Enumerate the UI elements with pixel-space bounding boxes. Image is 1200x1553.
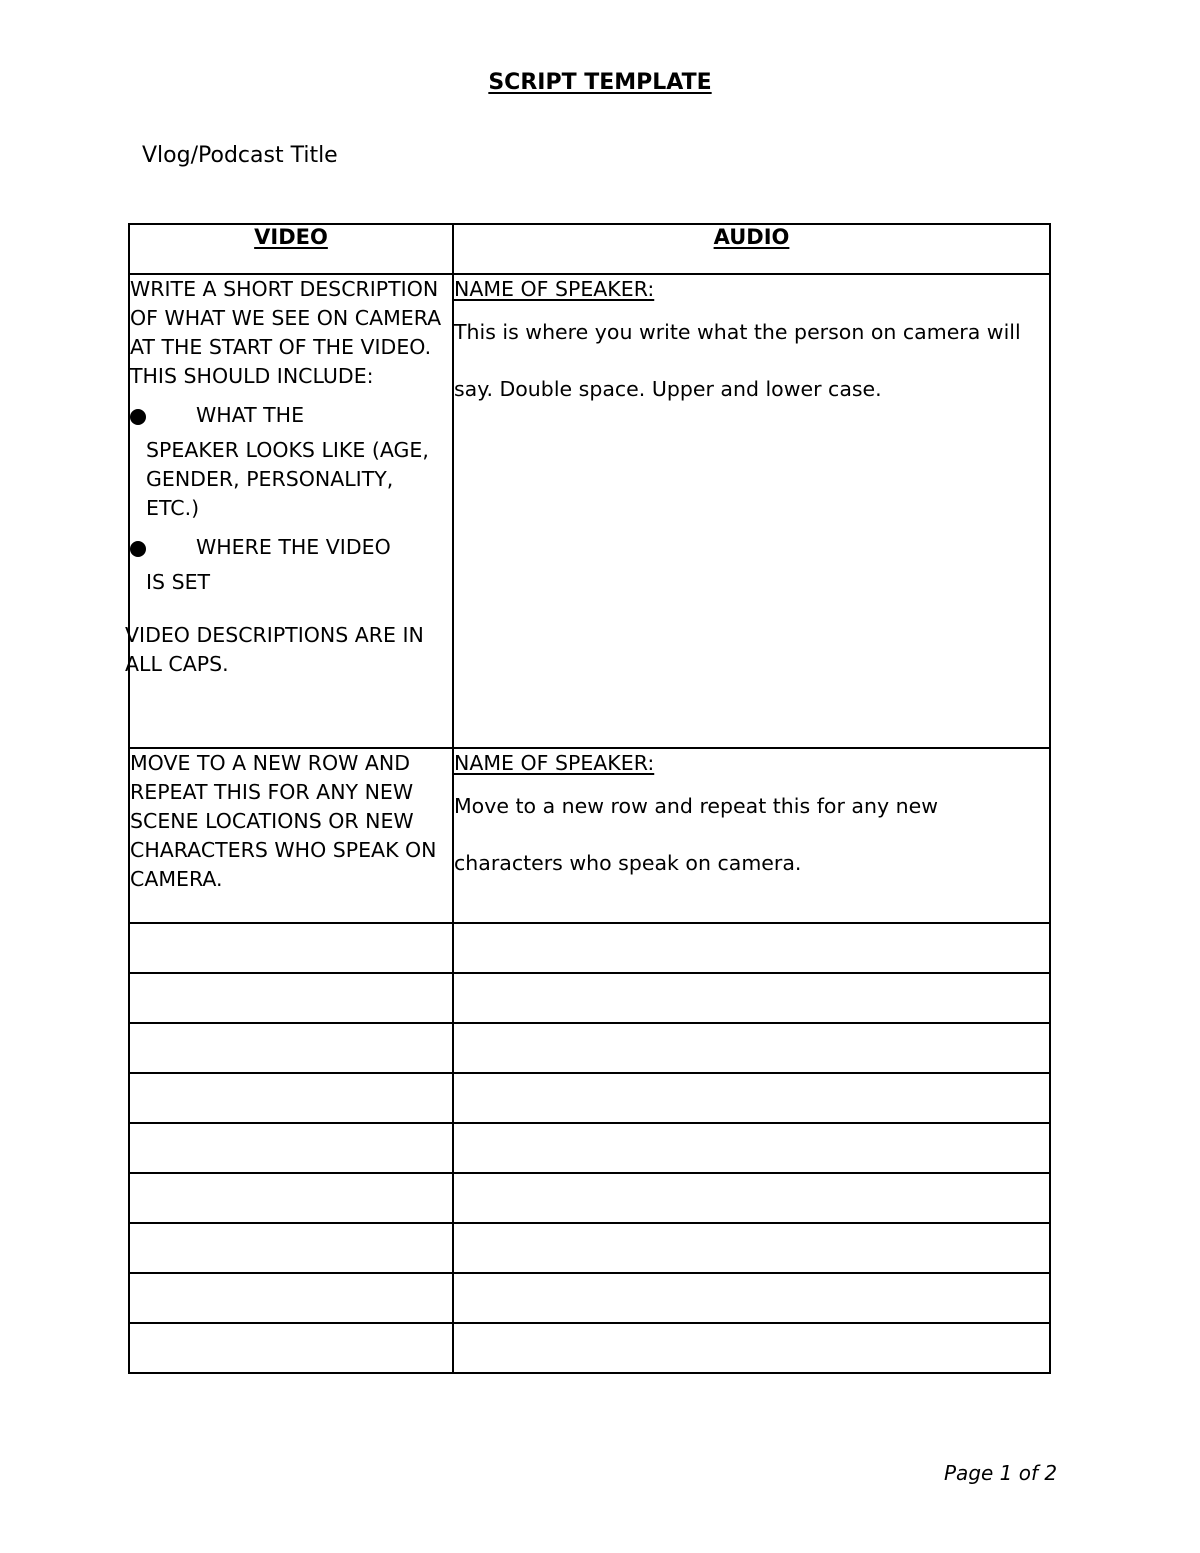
bullet-item [130,533,452,597]
empty-video-cell[interactable] [129,923,453,973]
empty-table-row [129,1073,1050,1123]
empty-table-row [129,1023,1050,1073]
table-row [129,748,1050,923]
bullet-icon [130,541,146,557]
document-title: SCRIPT TEMPLATE [488,70,712,95]
video-description-cell[interactable] [129,748,453,923]
bullet-item [130,401,452,523]
empty-audio-cell[interactable] [453,1173,1050,1223]
script-table [125,223,1051,1374]
page-number: Page 1 of 2 [944,1461,1058,1485]
video-description-cell[interactable] [125,274,453,748]
table-header-row [129,224,1050,274]
video-description-text: MOVE TO A NEW ROW AND REPEAT THIS FOR ANY NEW SCENE LOCATIONS OR NEW CHARACTERS WHO SPEAK ON CAMERA. [130,751,437,891]
bullet-text-rest: SPEAKER LOOKS LIKE (AGE, GENDER, PERSONALITY, ETC.) [146,438,429,520]
table-row [129,274,1050,748]
empty-video-cell[interactable] [129,1173,453,1223]
bullet-text-start: WHAT THE [196,403,305,427]
bullet-text-start: WHERE THE VIDEO [196,535,391,559]
empty-table-row [129,1273,1050,1323]
audio-script-cell[interactable] [453,274,1050,748]
vlog-podcast-title-label: Vlog/Podcast Title [142,143,338,168]
empty-audio-cell[interactable] [453,973,1050,1023]
empty-audio-cell[interactable] [453,923,1050,973]
empty-audio-cell[interactable] [453,1323,1050,1373]
speaker-dialog-text: This is where you write what the person on camera will say. Double space. Upper and lower case. [454,320,1021,401]
empty-video-cell[interactable] [129,1223,453,1273]
bullet-text-rest: IS SET [146,570,211,594]
empty-audio-cell[interactable] [453,1273,1050,1323]
empty-table-row [129,1173,1050,1223]
speaker-name-label: NAME OF SPEAKER: [454,751,655,775]
video-caps-note: VIDEO DESCRIPTIONS ARE IN ALL CAPS. [125,623,424,676]
audio-column-header: AUDIO [453,224,1050,274]
audio-script-cell[interactable] [453,748,1050,923]
video-description-text: WRITE A SHORT DESCRIPTION OF WHAT WE SEE ON CAMERA AT THE START OF THE VIDEO. THIS SHOULD INCLUDE: [130,277,442,388]
speaker-dialog-text: Move to a new row and repeat this for any new characters who speak on camera. [454,794,938,875]
empty-table-row [129,923,1050,973]
empty-audio-cell[interactable] [453,1073,1050,1123]
empty-video-cell[interactable] [129,1023,453,1073]
empty-audio-cell[interactable] [453,1223,1050,1273]
empty-table-row [129,1323,1050,1373]
empty-video-cell[interactable] [129,1123,453,1173]
bullet-icon [130,409,146,425]
empty-video-cell[interactable] [129,1323,453,1373]
empty-video-cell[interactable] [129,973,453,1023]
empty-rows-group [129,923,1050,1373]
speaker-name-label: NAME OF SPEAKER: [454,277,655,301]
empty-table-row [129,1123,1050,1173]
empty-video-cell[interactable] [129,1273,453,1323]
empty-video-cell[interactable] [129,1073,453,1123]
video-column-header: VIDEO [129,224,453,274]
empty-audio-cell[interactable] [453,1023,1050,1073]
empty-table-row [129,1223,1050,1273]
empty-audio-cell[interactable] [453,1123,1050,1173]
empty-table-row [129,973,1050,1023]
